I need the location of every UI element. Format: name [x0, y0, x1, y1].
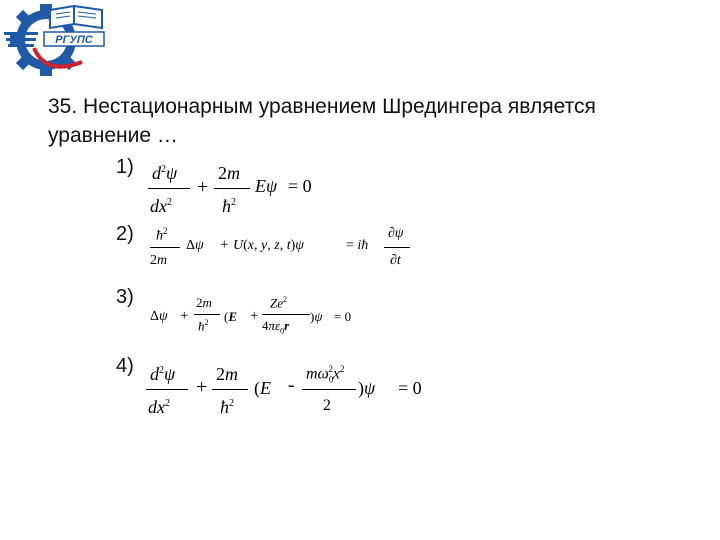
option-2-number: 2) [116, 223, 134, 245]
question-text: 35. Нестационарным уравнением Шредингера является уравнение … [48, 95, 596, 147]
option-3-number: 3) [116, 286, 134, 308]
university-emblem-icon [4, 2, 108, 82]
option-4-number: 4) [116, 355, 134, 377]
logo-text: РГУПС [55, 34, 93, 46]
university-logo [4, 2, 108, 82]
option-1-number: 1) [116, 156, 134, 178]
